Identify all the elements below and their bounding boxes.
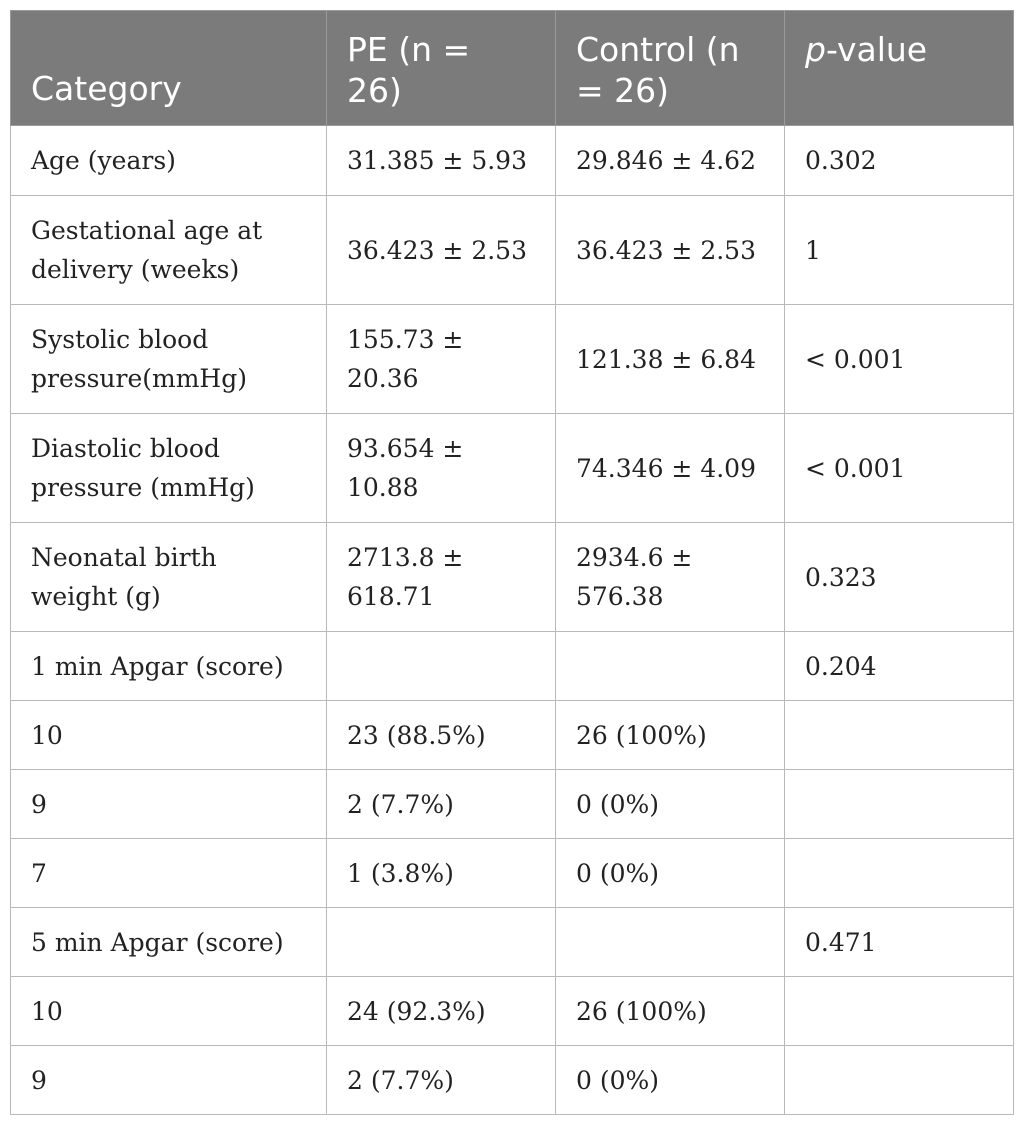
cell-control: 0 (0%) (556, 1046, 785, 1115)
cell-pe: 2 (7.7%) (327, 770, 556, 839)
cell-pvalue: 0.204 (785, 632, 1014, 701)
table-row (11, 305, 1014, 414)
table-row (11, 523, 1014, 632)
table-row (11, 1046, 1014, 1115)
cell-pe: 36.423 ± 2.53 (327, 196, 556, 305)
table-row (11, 196, 1014, 305)
cell-pe: 31.385 ± 5.93 (327, 126, 556, 196)
table-row (11, 414, 1014, 523)
cell-category: 10 (11, 977, 327, 1046)
cell-pvalue: 1 (785, 196, 1014, 305)
table-row (11, 977, 1014, 1046)
cell-control: 26 (100%) (556, 701, 785, 770)
comparison-table (10, 10, 1014, 1115)
cell-control: 0 (0%) (556, 770, 785, 839)
cell-category: Age (years) (11, 126, 327, 196)
header-control: Control (n = 26) (556, 11, 785, 126)
cell-category: 1 min Apgar (score) (11, 632, 327, 701)
cell-pe (327, 632, 556, 701)
cell-category: 10 (11, 701, 327, 770)
cell-category: Neonatal birth weight (g) (11, 523, 327, 632)
cell-control: 121.38 ± 6.84 (556, 305, 785, 414)
cell-control: 36.423 ± 2.53 (556, 196, 785, 305)
cell-pvalue (785, 839, 1014, 908)
header-pvalue (785, 11, 1014, 126)
cell-category: Gestational age at delivery (weeks) (11, 196, 327, 305)
table-row (11, 839, 1014, 908)
cell-pvalue (785, 1046, 1014, 1115)
cell-pe: 24 (92.3%) (327, 977, 556, 1046)
table-row (11, 126, 1014, 196)
cell-pvalue: < 0.001 (785, 305, 1014, 414)
header-pe: PE (n = 26) (327, 11, 556, 126)
table-row (11, 632, 1014, 701)
header-category: Category (11, 11, 327, 126)
cell-pe: 2713.8 ± 618.71 (327, 523, 556, 632)
cell-pe: 2 (7.7%) (327, 1046, 556, 1115)
header-pvalue-p: p (805, 30, 826, 69)
table-container (10, 10, 1014, 1115)
cell-pvalue (785, 977, 1014, 1046)
cell-category: 9 (11, 770, 327, 839)
cell-control: 0 (0%) (556, 839, 785, 908)
header-pvalue-suffix: -value (825, 30, 928, 69)
cell-pe (327, 908, 556, 977)
table-row (11, 908, 1014, 977)
cell-pe: 23 (88.5%) (327, 701, 556, 770)
cell-control: 2934.6 ± 576.38 (556, 523, 785, 632)
cell-category: 5 min Apgar (score) (11, 908, 327, 977)
table-row (11, 770, 1014, 839)
cell-pe: 1 (3.8%) (327, 839, 556, 908)
cell-category: Systolic blood pressure(mmHg) (11, 305, 327, 414)
cell-pvalue (785, 770, 1014, 839)
cell-control: 26 (100%) (556, 977, 785, 1046)
cell-pe: 155.73 ± 20.36 (327, 305, 556, 414)
table-row (11, 701, 1014, 770)
cell-category: Diastolic blood pressure (mmHg) (11, 414, 327, 523)
cell-category: 9 (11, 1046, 327, 1115)
cell-pvalue: 0.323 (785, 523, 1014, 632)
header-row (11, 11, 1014, 126)
cell-control: 29.846 ± 4.62 (556, 126, 785, 196)
cell-pe: 93.654 ± 10.88 (327, 414, 556, 523)
cell-pvalue: 0.471 (785, 908, 1014, 977)
cell-control (556, 908, 785, 977)
cell-category: 7 (11, 839, 327, 908)
cell-pvalue: 0.302 (785, 126, 1014, 196)
cell-pvalue: < 0.001 (785, 414, 1014, 523)
cell-pvalue (785, 701, 1014, 770)
cell-control (556, 632, 785, 701)
cell-control: 74.346 ± 4.09 (556, 414, 785, 523)
